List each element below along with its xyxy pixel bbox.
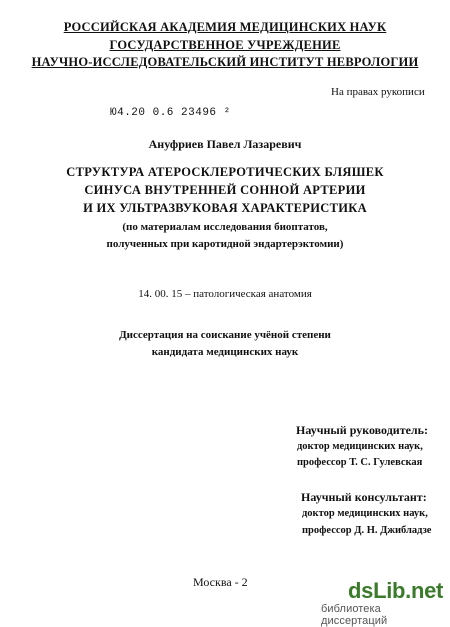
consultant-name: профессор Д. Н. Джибладзе xyxy=(302,525,432,536)
stamp-number: Ю4.20 0.6 23496 ² xyxy=(110,107,231,119)
supervisor-degree: доктор медицинских наук, xyxy=(297,441,423,452)
degree-line-2: кандидата медицинских наук xyxy=(151,346,299,358)
degree-line-1: Диссертация на соискание учёной степени xyxy=(119,329,331,341)
specialty: 14. 00. 15 – патологическая анатомия xyxy=(138,288,312,300)
header-institute: НАУЧНО-ИССЛЕДОВАТЕЛЬСКИЙ ИНСТИТУТ НЕВРОЛОГИИ xyxy=(31,55,419,69)
title-line-2: СИНУСА ВНУТРЕННЕЙ СОННОЙ АРТЕРИИ xyxy=(84,183,366,197)
consultant-degree: доктор медицинских наук, xyxy=(302,508,428,519)
author-name: Ануфриев Павел Лазаревич xyxy=(148,137,302,151)
watermark-subtitle: библиотека диссертаций xyxy=(321,603,388,627)
title-line-5: полученных при каротидной эндартерэктомии) xyxy=(106,238,344,250)
supervisor-heading: Научный руководитель: xyxy=(296,423,428,437)
header-institution-type: ГОСУДАРСТВЕННОЕ УЧРЕЖДЕНИЕ xyxy=(109,38,341,52)
header-academy: РОССИЙСКАЯ АКАДЕМИЯ МЕДИЦИНСКИХ НАУК xyxy=(63,20,387,34)
manuscript-note: На правах рукописи xyxy=(331,86,425,98)
watermark-logo[interactable]: dsLib.net xyxy=(348,578,444,603)
consultant-heading: Научный консультант: xyxy=(301,490,427,504)
title-line-3: И ИХ УЛЬТРАЗВУКОВАЯ ХАРАКТЕРИСТИКА xyxy=(83,201,367,215)
footer-city: Москва - 2 xyxy=(193,575,248,589)
supervisor-name: профессор Т. С. Гулевская xyxy=(297,457,423,468)
title-line-4: (по материалам исследования биоптатов, xyxy=(122,221,328,233)
title-line-1: СТРУКТУРА АТЕРОСКЛЕРОТИЧЕСКИХ БЛЯШЕК xyxy=(66,165,384,179)
